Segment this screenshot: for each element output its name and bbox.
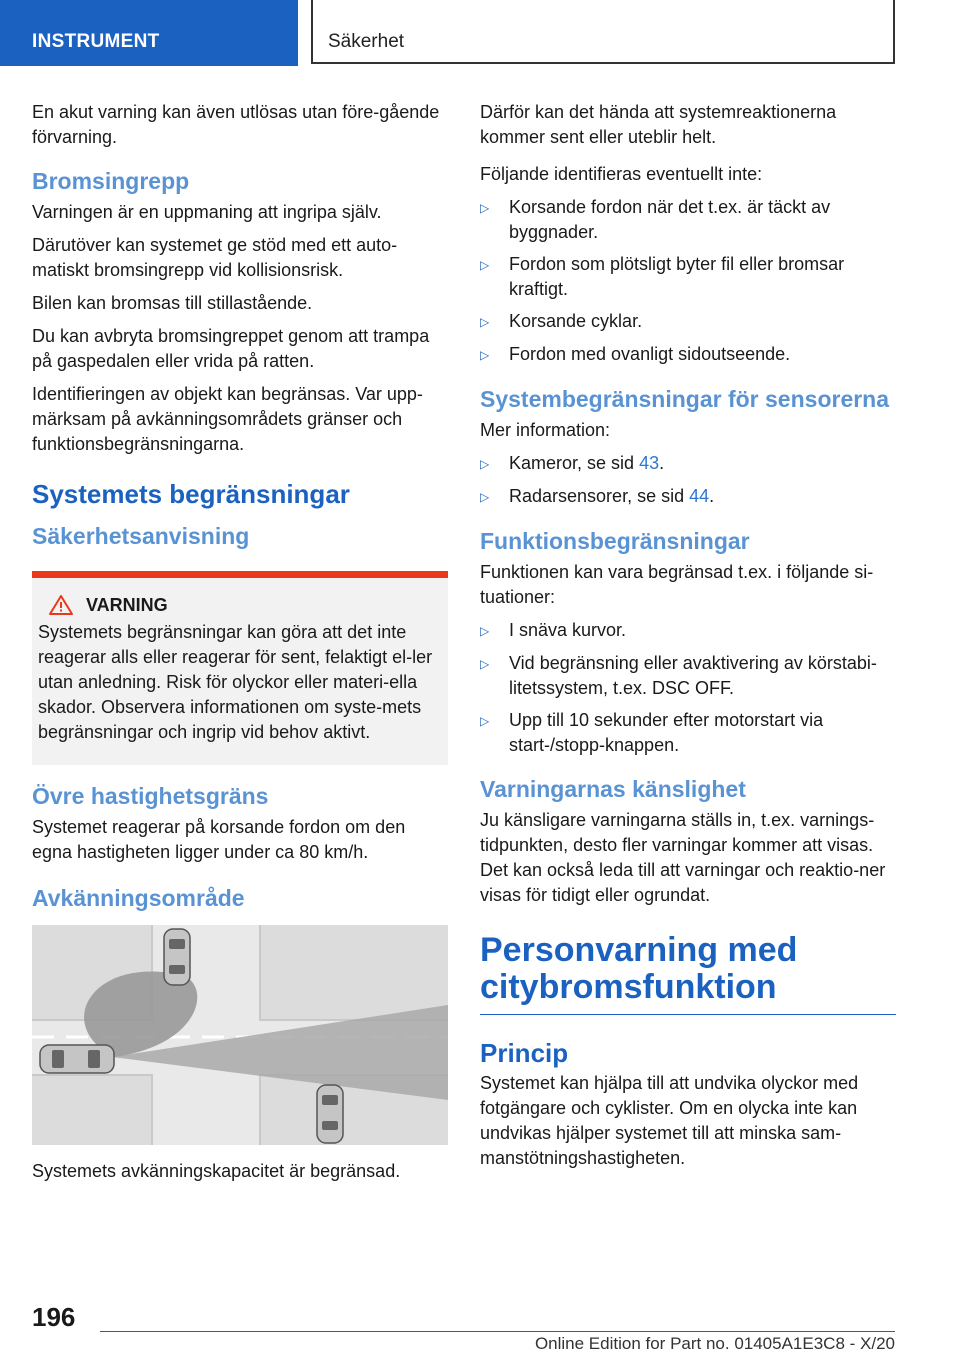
princip-text: Systemet kan hjälpa till att undvika olyckor med fotgängare och cyklister. Om en olycka inte kan undvikas hjälper systemet till att minska sam-manstötningshastigheten. [480, 1073, 859, 1168]
triangle-bullet-icon: ▷ [480, 624, 490, 638]
triangle-bullet-icon: ▷ [480, 201, 490, 215]
princip-heading: Princip [480, 1038, 569, 1068]
list-item: ▷ Radarsensorer, se sid 44. [480, 484, 896, 510]
bromsingrepp-p3: Bilen kan bromsas till stillastående. [32, 293, 313, 313]
triangle-bullet-icon: ▷ [480, 457, 490, 471]
footer-divider [100, 1331, 895, 1332]
right-intro: Därför kan det hända att systemreaktionerna kommer sent eller uteblir helt. [480, 102, 837, 147]
ovre-text: Systemet reagerar på korsande fordon om den egna hastigheten ligger under ca 80 km/h. [32, 817, 406, 862]
car-left-icon [40, 1045, 114, 1073]
page-link-43[interactable]: 43 [639, 453, 660, 473]
triangle-bullet-icon: ▷ [480, 258, 490, 272]
triangle-bullet-icon: ▷ [480, 657, 490, 671]
funk-heading: Funktionsbegränsningar [480, 528, 750, 554]
kanslighet-heading: Varningarnas känslighet [480, 776, 746, 802]
systemets-heading: Systemets begränsningar [32, 479, 350, 509]
triangle-bullet-icon: ▷ [480, 315, 490, 329]
list-item: ▷ Kameror, se sid 43. [480, 451, 896, 477]
page-number: 196 [32, 1302, 76, 1332]
detection-area-illustration [32, 925, 448, 1145]
warning-triangle-icon [48, 594, 74, 616]
avkanning-heading: Avkänningsområde [32, 885, 245, 911]
triangle-bullet-icon: ▷ [480, 348, 490, 362]
sensor-list [480, 451, 896, 510]
warning-text: Systemets begränsningar kan göra att det inte reagerar alls eller reagerar för sent, felaktigt el-ler utan anledning. Risk för olyckor eller materi-ella skador. Observera informationen om syste-mets begränsningar och ingrip vid behov aktivt. [38, 622, 433, 742]
follow-text: Följande identifieras eventuellt inte: [480, 164, 763, 184]
bromsingrepp-p2: Därutöver kan systemet ge stöd med ett auto-matiskt bromsingrepp vid kollisionsrisk. [32, 235, 398, 280]
car-top-icon [164, 929, 190, 985]
sensor-heading: Systembegränsningar för sensorerna [480, 386, 890, 412]
right-column [480, 100, 896, 1179]
sakerhetsanvisning-heading: Säkerhetsanvisning [32, 523, 250, 549]
chapter-tab[interactable]: INSTRUMENT [0, 0, 298, 66]
list-item: ▷ I snäva kurvor. [480, 618, 896, 644]
funk-text: Funktionen kan vara begränsad t.ex. i följande si-tuationer: [480, 562, 874, 607]
page-link-44[interactable]: 44 [689, 486, 710, 506]
list-item: ▷ Korsande cyklar. [480, 309, 896, 335]
limitations-list [480, 195, 896, 368]
funk-list [480, 618, 896, 758]
more-info: Mer information: [480, 420, 611, 440]
warning-box [32, 571, 448, 765]
kanslighet-text: Ju känsligare varningarna ställs in, t.ex. varnings-tidpunkten, desto fler varningar kommer att visas. Det kan också leda till att varningar och reaktio-ner visas för tidigt eller ogrundat. [480, 810, 886, 905]
edition-text: Online Edition for Part no. 01405A1E3C8 - X/20 [534, 1334, 895, 1353]
bromsingrepp-p4: Du kan avbryta bromsingreppet genom att trampa på gaspedalen eller vrida på ratten. [32, 326, 430, 371]
list-item: ▷ Fordon som plötsligt byter fil eller bromsar kraftigt. [480, 252, 896, 302]
person-heading: Personvarning med citybromsfunktion [480, 932, 896, 1015]
list-item: ▷ Upp till 10 sekunder efter motorstart via start-/stopp-knappen. [480, 708, 896, 758]
bromsingrepp-p1: Varningen är en uppmaning att ingripa själv. [32, 202, 382, 222]
bromsingrepp-heading: Bromsingrepp [32, 168, 190, 194]
left-column [32, 100, 448, 1192]
intro-paragraph: En akut varning kan även utlösas utan före-gående förvarning. [32, 102, 440, 147]
section-title: Säkerhet [311, 0, 895, 64]
triangle-bullet-icon: ▷ [480, 490, 490, 504]
warning-title: VARNING [86, 594, 168, 615]
list-item: ▷ Vid begränsning eller avaktivering av körstabi-litetssystem, t.ex. DSC OFF. [480, 651, 896, 701]
triangle-bullet-icon: ▷ [480, 714, 490, 728]
list-item: ▷ Korsande fordon när det t.ex. är täckt av byggnader. [480, 195, 896, 245]
car-bottom-icon [317, 1085, 343, 1143]
page-header [0, 0, 960, 66]
list-item: ▷ Fordon med ovanligt sidoutseende. [480, 342, 896, 368]
ovre-heading: Övre hastighetsgräns [32, 783, 269, 809]
bromsingrepp-p5: Identifieringen av objekt kan begränsas. Var upp-märksam på avkänningsområdets gränser och funktionsbegränsningarna. [32, 384, 423, 454]
warning-header [38, 594, 442, 616]
figure-caption: Systemets avkänningskapacitet är begränsad. [32, 1161, 401, 1181]
